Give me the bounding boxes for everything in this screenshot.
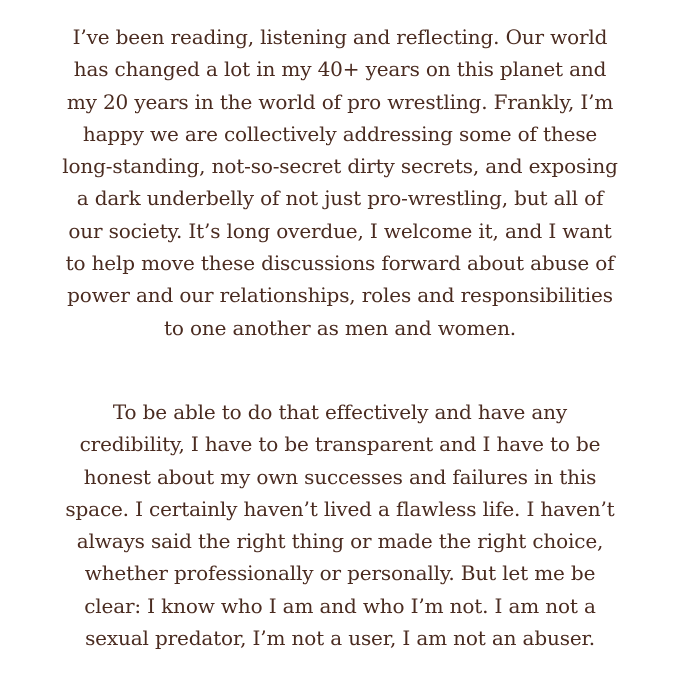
paragraph-line: long-standing, not-so-secret dirty secrets, and exposing (62, 154, 618, 179)
paragraph-line: my 20 years in the world of pro wrestling. Frankly, I’m (66, 89, 614, 114)
paragraph-line: honest about my own successes and failures in this (83, 464, 597, 489)
paragraph-line: always said the right thing or made the right choice, (76, 529, 604, 554)
paragraph-line: credibility, I have to be transparent and I have to be (79, 432, 601, 457)
paragraph-line: whether professionally or personally. But let me be (84, 561, 596, 586)
paragraph-line: to one another as men and women. (163, 315, 517, 340)
paragraph-line: our society. It’s long overdue, I welcome it, and I want (68, 218, 612, 243)
paragraph-line: clear: I know who I am and who I’m not. I am not a (84, 593, 596, 618)
paragraph-line: sexual predator, I’m not a user, I am not an abuser. (85, 626, 595, 651)
paragraph-line: to help move these discussions forward about abuse of (65, 251, 615, 276)
paragraph-line: power and our relationships, roles and responsibilities (67, 283, 613, 308)
paragraph-line: a dark underbelly of not just pro-wrestling, but all of (76, 186, 604, 211)
paragraph-line: space. I certainly haven’t lived a flawless life. I haven’t (65, 496, 615, 521)
paragraph-1 (0, 21, 680, 344)
paragraph-2 (0, 396, 680, 654)
paragraph-line: happy we are collectively addressing some of these (82, 121, 598, 146)
paragraph-line: has changed a lot in my 40+ years on this planet and (73, 57, 607, 82)
paragraph-line: To be able to do that effectively and have any (112, 400, 568, 424)
paragraph-line: I’ve been reading, listening and reflecting. Our world (72, 25, 608, 49)
